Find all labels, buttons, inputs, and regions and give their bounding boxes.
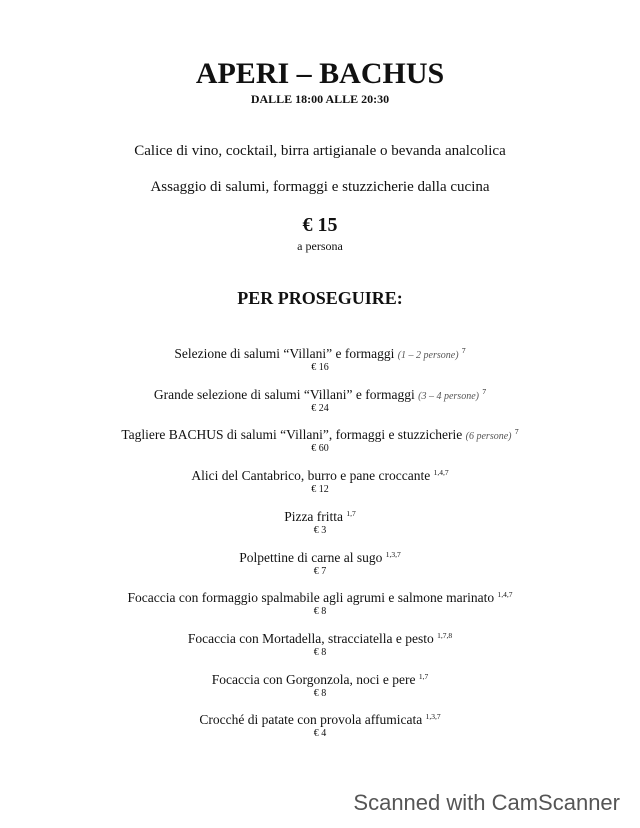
offer-price: € 15 [302,214,338,236]
item-allergens: 7 [514,427,519,437]
menu-item [0,468,640,484]
menu-hours: DALLE 18:00 ALLE 20:30 [250,92,390,106]
item-name: Polpettine di carne al sugo [239,549,383,565]
item-name: Focaccia con Mortadella, stracciatella e pesto [187,630,434,646]
item-price: € 60 [311,443,329,455]
menu-item [0,427,640,443]
item-name: Tagliere BACHUS di salumi “Villani”, formaggi e stuzzicherie [121,427,463,443]
item-name: Focaccia con formaggio spalmabile agli agrumi e salmone marinato [127,590,495,606]
item-price: € 8 [313,687,327,699]
offer-line-food: Assaggio di salumi, formaggi e stuzzicherie dalla cucina [150,179,490,195]
item-serving-note: (3 – 4 persone) [418,390,479,402]
item-price: € 3 [313,524,327,536]
item-price: € 7 [313,565,327,577]
item-allergens: 7 [482,386,487,396]
item-allergens: 1,7 [346,508,356,518]
menu-title: APERI – BACHUS [195,57,445,90]
item-allergens: 1,4,7 [497,590,513,600]
camscanner-watermark: Scanned with CamScanner [353,790,620,815]
menu-item [0,550,640,566]
menu-item [0,631,640,647]
menu-item [0,346,640,362]
menu-item [0,590,640,606]
item-serving-note: (1 – 2 persone) [397,350,459,361]
offer-per-person: a persona [297,239,343,253]
item-price: € 16 [311,362,329,373]
item-name: Pizza fritta [284,508,344,524]
item-price: € 12 [311,484,329,496]
item-allergens: 1,3,7 [385,549,401,559]
item-allergens: 1,4,7 [433,468,449,478]
item-allergens: 1,7,8 [437,630,453,640]
offer-line-drinks: Calice di vino, cocktail, birra artigianale o bevanda analcolica [134,143,506,159]
item-price: € 4 [313,728,327,740]
section-title: PER PROSEGUIRE: [237,288,403,308]
menu-item [0,509,640,525]
item-allergens: 7 [461,346,466,355]
item-price: € 8 [313,646,327,658]
item-price: € 24 [311,402,329,414]
item-allergens: 1,7 [418,671,429,681]
item-name: Selezione di salumi “Villani” e formaggi [174,346,395,361]
item-name: Grande selezione di salumi “Villani” e formaggi [153,386,415,402]
item-serving-note: (6 persone) [465,431,512,443]
item-name: Alici del Cantabrico, burro e pane croccante [191,468,431,484]
item-name: Focaccia con Gorgonzola, noci e pere [211,671,416,687]
menu-item [0,387,640,403]
item-allergens: 1,3,7 [425,712,441,722]
item-name: Crocché di patate con provola affumicata [199,712,423,728]
menu-item [0,712,640,728]
menu-item [0,672,640,688]
item-price: € 8 [313,606,327,618]
